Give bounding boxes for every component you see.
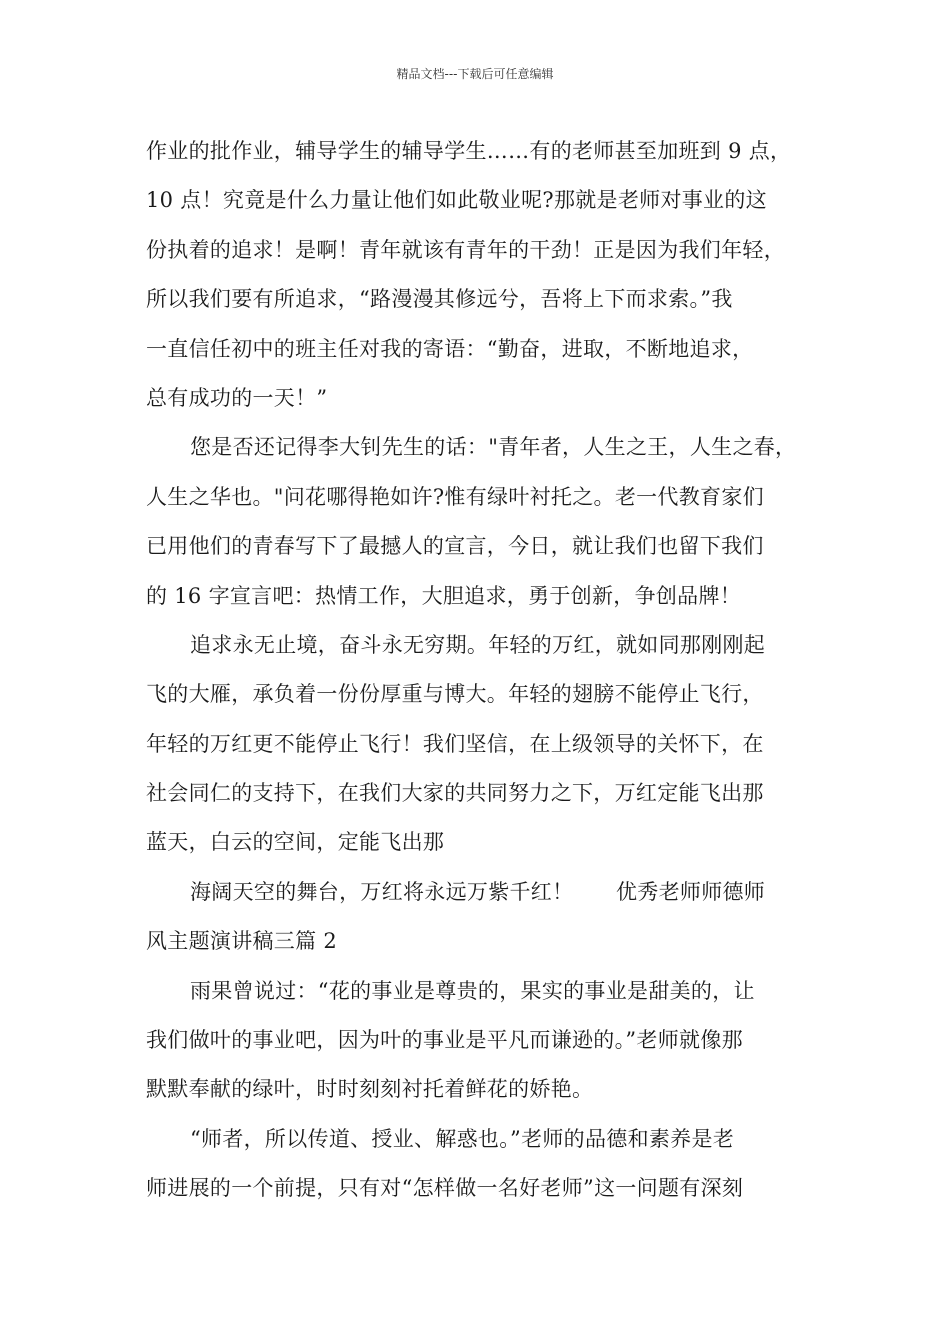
text-line: 默默奉献的绿叶，时时刻刻衬托着鲜花的娇艳。 xyxy=(146,1077,594,1102)
text-line: 已用他们的青春写下了最撼人的宣言，今日，就让我们也留下我们 xyxy=(146,534,764,559)
text-line: 的 16 字宣言吧：热情工作，大胆追求，勇于创新，争创品牌！ xyxy=(146,583,742,608)
text-line: 蓝天，白云的空间，定能飞出那 xyxy=(146,830,445,855)
paragraph-first-line: 追求永无止境，奋斗永无穷期。年轻的万红，就如同那刚刚起 xyxy=(190,632,766,657)
text-line: 我们做叶的事业吧，因为叶的事业是平凡而谦逊的。”老师就像那 xyxy=(146,1028,743,1053)
text-line: 作业的批作业，辅导学生的辅导学生……有的老师甚至加班到 9 点， xyxy=(146,139,792,163)
text-line: 人生之华也。"问花哪得艳如许?惟有绿叶衬托之。老一代教育家们 xyxy=(146,484,764,509)
text-line: 飞的大雁，承负着一份份厚重与博大。年轻的翅膀不能停止飞行， xyxy=(146,682,764,707)
paragraph-first-line: 海阔天空的舞台，万红将永远万紫千红！ 优秀老师师德师 xyxy=(190,879,766,904)
paragraph-first-line: 您是否还记得李大钊先生的话："青年者，人生之王，人生之春， xyxy=(190,435,797,460)
text-line: 份执着的追求！是啊！青年就该有青年的干劲！正是因为我们年轻， xyxy=(146,237,785,262)
text-line: 总有成功的一天！” xyxy=(146,385,328,410)
paragraph-first-line: 雨果曾说过：“花的事业是尊贵的，果实的事业是甜美的，让 xyxy=(190,978,755,1003)
page-header: 精品文档---下载后可任意编辑 xyxy=(396,67,554,81)
text-line: 10 点！究竟是什么力量让他们如此敬业呢?那就是老师对事业的这 xyxy=(146,188,767,213)
text-line: 社会同仁的支持下，在我们大家的共同努力之下，万红定能飞出那 xyxy=(146,781,764,806)
paragraph-first-line: “师者，所以传道、授业、解惑也。”老师的品德和素养是老 xyxy=(190,1126,735,1151)
document-body xyxy=(146,130,836,1217)
text-line: 风主题演讲稿三篇 2 xyxy=(146,929,338,954)
text-line: 所以我们要有所追求，“路漫漫其修远兮，吾将上下而求索。”我 xyxy=(146,287,733,312)
text-line: 一直信任初中的班主任对我的寄语：“勤奋，进取，不断地追求， xyxy=(146,336,754,361)
text-line: 年轻的万红更不能停止飞行！我们坚信，在上级领导的关怀下，在 xyxy=(146,731,764,756)
text-line: 师进展的一个前提，只有对“怎样做一名好老师”这一问题有深刻 xyxy=(146,1176,744,1201)
